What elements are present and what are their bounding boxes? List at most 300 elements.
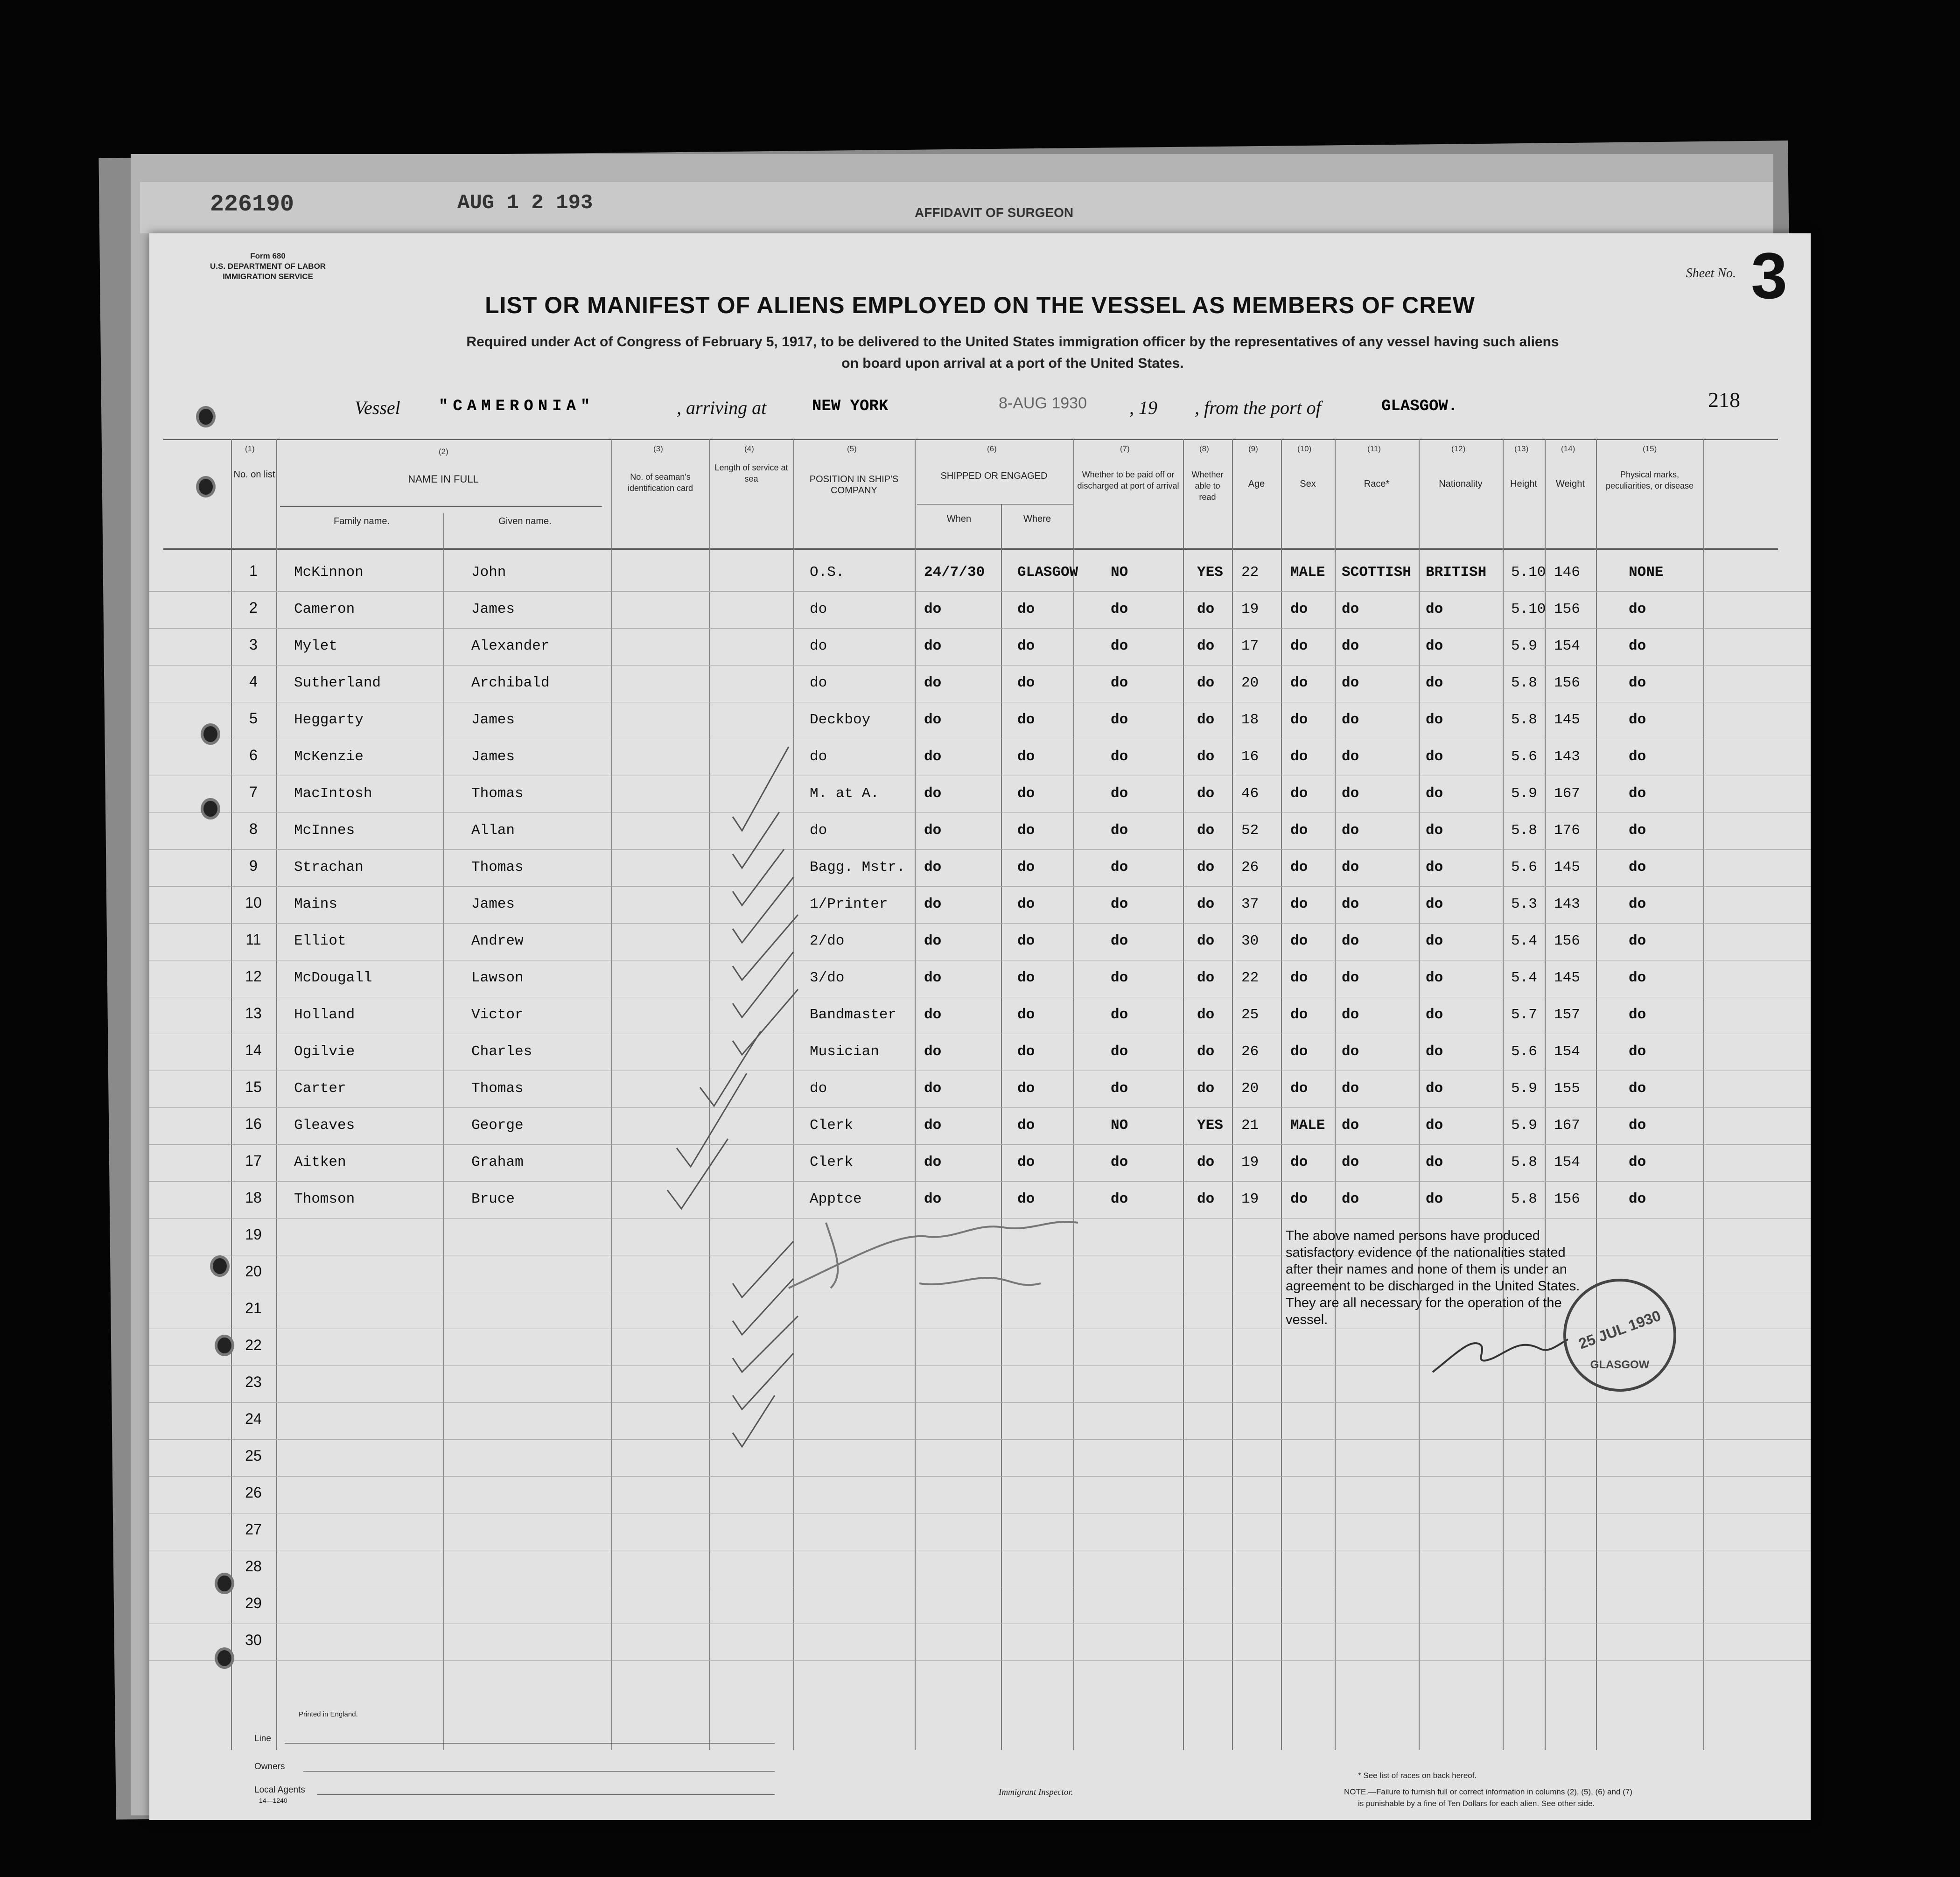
row-number: 28	[245, 1558, 262, 1575]
cell-given: Charles	[471, 1044, 532, 1060]
col-12-number: (12)	[1451, 444, 1466, 453]
glasgow-stamp	[1563, 1279, 1676, 1392]
cell-weight: 167	[1554, 1117, 1580, 1134]
col-header-read: Whether able to read	[1191, 470, 1224, 502]
cell-height: 5.10	[1511, 564, 1546, 581]
binder-hole	[215, 1335, 234, 1356]
cell-height: 5.6	[1511, 859, 1537, 875]
cell-weight: 156	[1554, 601, 1580, 617]
cell-where: do	[1017, 1117, 1035, 1134]
arrival-date-stamp: 8-AUG 1930	[999, 394, 1087, 412]
empty-table-row	[149, 1484, 1811, 1521]
cell-marks: do	[1629, 859, 1646, 875]
row-rule	[149, 886, 1811, 887]
cell-race: do	[1342, 1080, 1359, 1097]
cell-where: do	[1017, 638, 1035, 654]
header-bottom-rule	[163, 548, 1778, 550]
cell-position: 2/do	[810, 933, 845, 949]
cell-when: do	[924, 1117, 942, 1134]
cell-sex: do	[1290, 601, 1308, 617]
cell-when: do	[924, 859, 942, 875]
cell-read: do	[1197, 601, 1215, 617]
races-note: * See list of races on back hereof.	[1358, 1771, 1477, 1780]
cell-age: 18	[1241, 712, 1259, 728]
cell-weight: 176	[1554, 822, 1580, 839]
cell-read: do	[1197, 1191, 1215, 1207]
cell-weight: 143	[1554, 896, 1580, 912]
col-header-length-service: Length of service at sea	[714, 463, 788, 483]
cell-when: do	[924, 785, 942, 802]
cell-nationality: do	[1426, 1191, 1443, 1207]
cell-sex: do	[1290, 1154, 1308, 1170]
cell-position: Musician	[810, 1044, 879, 1060]
binder-hole	[201, 723, 220, 745]
row-number: 30	[245, 1632, 262, 1648]
name-subrule	[280, 506, 602, 507]
col-header-sex: Sex	[1300, 479, 1316, 489]
col-11-number: (11)	[1367, 444, 1381, 453]
cell-race: do	[1342, 1117, 1359, 1134]
row-rule	[149, 1402, 1811, 1403]
cell-height: 5.8	[1511, 822, 1537, 839]
row-rule	[149, 1660, 1811, 1661]
cell-when: do	[924, 822, 942, 839]
cell-marks: do	[1629, 785, 1646, 802]
footer-line-label: Line	[254, 1734, 271, 1744]
cell-given: John	[471, 564, 506, 581]
cell-family: Elliot	[294, 933, 346, 949]
cell-paid: do	[1111, 675, 1128, 691]
col-5-number: (5)	[847, 444, 857, 453]
from-port-label: , from the port of	[1195, 397, 1321, 418]
cell-race: do	[1342, 933, 1359, 949]
cell-height: 5.4	[1511, 970, 1537, 986]
col-header-id-card: No. of seaman's identification card	[627, 472, 693, 493]
cell-weight: 145	[1554, 970, 1580, 986]
cell-age: 46	[1241, 785, 1259, 802]
arriving-port: NEW YORK	[812, 398, 889, 415]
empty-table-row	[149, 1521, 1811, 1558]
cell-sex: do	[1290, 1044, 1308, 1060]
cell-race: do	[1342, 970, 1359, 986]
row-number: 21	[245, 1300, 262, 1317]
cell-height: 5.3	[1511, 896, 1537, 912]
cell-sex: do	[1290, 675, 1308, 691]
row-number: 17	[245, 1152, 262, 1169]
binder-hole	[215, 1573, 234, 1594]
cell-height: 5.9	[1511, 1080, 1537, 1097]
cell-given: Thomas	[471, 785, 524, 802]
cell-position: 3/do	[810, 970, 845, 986]
cell-sex: MALE	[1290, 1117, 1325, 1134]
cell-nationality: do	[1426, 1007, 1443, 1023]
cell-paid: do	[1111, 785, 1128, 802]
cell-read: do	[1197, 785, 1215, 802]
row-number: 23	[245, 1373, 262, 1390]
cell-nationality: do	[1426, 896, 1443, 912]
cell-weight: 157	[1554, 1007, 1580, 1023]
year-label: , 19	[1129, 397, 1157, 418]
cell-nationality: do	[1426, 970, 1443, 986]
cell-age: 19	[1241, 1191, 1259, 1207]
cell-where: do	[1017, 601, 1035, 617]
cell-family: Mylet	[294, 638, 338, 654]
cell-given: Thomas	[471, 1080, 524, 1097]
cell-race: SCOTTISH	[1342, 564, 1411, 581]
cell-age: 30	[1241, 933, 1259, 949]
form-service: IMMIGRATION SERVICE	[223, 272, 314, 281]
cell-where: GLASGOW	[1017, 564, 1078, 581]
page-title: LIST OR MANIFEST OF ALIENS EMPLOYED ON THE VESSEL AS MEMBERS OF CREW	[485, 292, 1475, 318]
cell-nationality: do	[1426, 1117, 1443, 1134]
form-number: Form 680	[250, 252, 286, 260]
received-stamp: AUG 1 2 193	[457, 191, 593, 215]
col-14-number: (14)	[1561, 444, 1575, 453]
cell-read: do	[1197, 749, 1215, 765]
cell-age: 20	[1241, 1080, 1259, 1097]
col-13-number: (13)	[1514, 444, 1529, 453]
table-row	[149, 562, 1811, 599]
cell-family: Holland	[294, 1007, 355, 1023]
cell-nationality: do	[1426, 638, 1443, 654]
printed-note: Printed in England.	[299, 1710, 358, 1718]
cell-position: do	[810, 1080, 827, 1097]
row-number: 20	[245, 1263, 262, 1280]
cell-race: do	[1342, 1007, 1359, 1023]
cell-race: do	[1342, 822, 1359, 839]
cell-height: 5.6	[1511, 749, 1537, 765]
row-number: 16	[245, 1115, 262, 1132]
table-row	[149, 1005, 1811, 1042]
sheet-number: 3	[1751, 239, 1787, 312]
cell-age: 19	[1241, 1154, 1259, 1170]
inspector-label: Immigrant Inspector.	[999, 1787, 1073, 1797]
cell-nationality: do	[1426, 1080, 1443, 1097]
cell-read: do	[1197, 1080, 1215, 1097]
stamp-date: 25 JUL 1930	[1576, 1307, 1663, 1352]
col-header-age: Age	[1248, 479, 1265, 489]
cell-given: Graham	[471, 1154, 524, 1170]
cell-position: do	[810, 675, 827, 691]
cell-given: Allan	[471, 822, 515, 839]
cell-marks: do	[1629, 1117, 1646, 1134]
cell-paid: do	[1111, 970, 1128, 986]
arriving-label: , arriving at	[677, 397, 767, 418]
cell-race: do	[1342, 712, 1359, 728]
cell-weight: 154	[1554, 1044, 1580, 1060]
cell-height: 5.8	[1511, 675, 1537, 691]
cell-family: Thomson	[294, 1191, 355, 1207]
row-number: 25	[245, 1447, 262, 1464]
cell-family: McDougall	[294, 970, 372, 986]
col-header-family-name: Family name.	[333, 516, 390, 526]
row-rule	[149, 923, 1811, 924]
cell-weight: 167	[1554, 785, 1580, 802]
cell-weight: 156	[1554, 675, 1580, 691]
subtitle-line-1: Required under Act of Congress of February 5, 1917, to be delivered to the United States immigration officer by the representatives of any vessel having such aliens	[466, 334, 1559, 350]
row-rule	[149, 1476, 1811, 1477]
cell-position: 1/Printer	[810, 896, 888, 912]
cell-race: do	[1342, 859, 1359, 875]
empty-table-row	[149, 1447, 1811, 1484]
col-header-race: Race*	[1364, 479, 1390, 489]
cell-sex: do	[1290, 785, 1308, 802]
col-1-number: (1)	[245, 444, 255, 453]
cell-given: James	[471, 712, 515, 728]
cell-position: Deckboy	[810, 712, 871, 728]
cell-where: do	[1017, 1080, 1035, 1097]
cell-read: do	[1197, 1154, 1215, 1170]
cell-when: do	[924, 749, 942, 765]
cell-sex: do	[1290, 712, 1308, 728]
cell-race: do	[1342, 1191, 1359, 1207]
cell-paid: do	[1111, 859, 1128, 875]
cell-read: do	[1197, 675, 1215, 691]
col-header-weight: Weight	[1556, 479, 1585, 489]
row-rule	[149, 1439, 1811, 1440]
cell-position: Clerk	[810, 1117, 854, 1134]
row-rule	[149, 1181, 1811, 1182]
stamp-place: GLASGOW	[1590, 1359, 1650, 1371]
col-header-no-on-list: No. on list	[233, 469, 275, 480]
cell-where: do	[1017, 1007, 1035, 1023]
cell-weight: 154	[1554, 638, 1580, 654]
cell-weight: 156	[1554, 933, 1580, 949]
cell-family: Carter	[294, 1080, 346, 1097]
binder-hole	[196, 476, 216, 497]
cell-marks: NONE	[1629, 564, 1664, 581]
cell-paid: do	[1111, 601, 1128, 617]
row-number: 8	[249, 820, 258, 837]
cell-when: do	[924, 933, 942, 949]
sheet-label: Sheet No.	[1686, 266, 1736, 280]
cell-age: 16	[1241, 749, 1259, 765]
footer-owners-rule	[303, 1771, 775, 1772]
cell-height: 5.8	[1511, 1154, 1537, 1170]
cell-age: 25	[1241, 1007, 1259, 1023]
cell-given: George	[471, 1117, 524, 1134]
row-rule	[149, 591, 1811, 592]
cell-marks: do	[1629, 712, 1646, 728]
vessel-label: Vessel	[355, 397, 400, 418]
cell-height: 5.8	[1511, 712, 1537, 728]
cell-race: do	[1342, 675, 1359, 691]
cell-height: 5.8	[1511, 1191, 1537, 1207]
cell-read: do	[1197, 933, 1215, 949]
cell-when: do	[924, 1007, 942, 1023]
cell-when: do	[924, 1154, 942, 1170]
cell-paid: do	[1111, 712, 1128, 728]
cell-given: Alexander	[471, 638, 550, 654]
cell-nationality: do	[1426, 1154, 1443, 1170]
cell-family: Cameron	[294, 601, 355, 617]
cell-race: do	[1342, 785, 1359, 802]
cell-given: James	[471, 896, 515, 912]
cell-read: do	[1197, 712, 1215, 728]
col-header-nationality: Nationality	[1439, 479, 1483, 489]
cell-marks: do	[1629, 933, 1646, 949]
row-rule	[149, 849, 1811, 850]
cell-position: O.S.	[810, 564, 845, 581]
cell-position: Bagg. Mstr.	[810, 859, 905, 875]
table-row	[149, 820, 1811, 857]
top-strip	[140, 182, 1773, 233]
cell-paid: do	[1111, 1044, 1128, 1060]
penalty-note-2: is punishable by a fine of Ten Dollars for each alien. See other side.	[1358, 1799, 1595, 1808]
cell-where: do	[1017, 859, 1035, 875]
cell-sex: do	[1290, 822, 1308, 839]
cell-when: do	[924, 896, 942, 912]
row-number: 13	[245, 1005, 262, 1022]
cell-marks: do	[1629, 1007, 1646, 1023]
table-row	[149, 894, 1811, 931]
cell-race: do	[1342, 638, 1359, 654]
cell-marks: do	[1629, 1191, 1646, 1207]
cell-age: 26	[1241, 859, 1259, 875]
cell-read: do	[1197, 859, 1215, 875]
cell-where: do	[1017, 1044, 1035, 1060]
cell-nationality: do	[1426, 933, 1443, 949]
col-header-when: When	[946, 514, 972, 524]
cell-paid: do	[1111, 822, 1128, 839]
row-number: 19	[245, 1226, 262, 1243]
row-number: 5	[249, 710, 258, 727]
cell-weight: 155	[1554, 1080, 1580, 1097]
footer-owners-label: Owners	[254, 1762, 285, 1772]
row-rule	[149, 1144, 1811, 1145]
cell-sex: do	[1290, 749, 1308, 765]
cell-marks: do	[1629, 749, 1646, 765]
cell-age: 20	[1241, 675, 1259, 691]
cell-position: Clerk	[810, 1154, 854, 1170]
cell-nationality: do	[1426, 785, 1443, 802]
cell-position: do	[810, 822, 827, 839]
col-15-number: (15)	[1643, 444, 1657, 453]
cell-given: Andrew	[471, 933, 524, 949]
col-9-number: (9)	[1248, 444, 1258, 453]
cell-paid: do	[1111, 1191, 1128, 1207]
table-row	[149, 1152, 1811, 1189]
cell-read: YES	[1197, 1117, 1223, 1134]
cell-family: MacIntosh	[294, 785, 372, 802]
cell-position: do	[810, 601, 827, 617]
cell-family: Heggarty	[294, 712, 364, 728]
cell-given: Thomas	[471, 859, 524, 875]
cell-race: do	[1342, 896, 1359, 912]
cell-weight: 145	[1554, 712, 1580, 728]
binder-hole	[201, 798, 220, 819]
cell-paid: do	[1111, 638, 1128, 654]
cell-age: 22	[1241, 564, 1259, 581]
cell-nationality: do	[1426, 822, 1443, 839]
cell-height: 5.6	[1511, 1044, 1537, 1060]
row-rule	[149, 1107, 1811, 1108]
cell-given: James	[471, 749, 515, 765]
cell-position: Apptce	[810, 1191, 862, 1207]
cell-paid: do	[1111, 749, 1128, 765]
table-row	[149, 784, 1811, 820]
cell-nationality: do	[1426, 859, 1443, 875]
cell-where: do	[1017, 1154, 1035, 1170]
col-header-shipped: SHIPPED OR ENGAGED	[940, 471, 1048, 481]
cell-marks: do	[1629, 638, 1646, 654]
cell-height: 5.9	[1511, 1117, 1537, 1134]
cell-family: Mains	[294, 896, 338, 912]
table-row	[149, 1042, 1811, 1079]
cell-when: do	[924, 638, 942, 654]
cell-read: do	[1197, 1007, 1215, 1023]
footer-line-rule	[285, 1743, 775, 1744]
cell-height: 5.4	[1511, 933, 1537, 949]
row-number: 11	[245, 931, 261, 948]
cell-family: Gleaves	[294, 1117, 355, 1134]
cell-given: James	[471, 601, 515, 617]
row-rule	[149, 628, 1811, 629]
footer-agents-label: Local Agents	[254, 1785, 305, 1795]
cell-read: do	[1197, 970, 1215, 986]
cell-weight: 143	[1554, 749, 1580, 765]
manifest-page	[149, 233, 1811, 1820]
cell-read: YES	[1197, 564, 1223, 581]
cell-given: Lawson	[471, 970, 524, 986]
empty-table-row	[149, 1595, 1811, 1632]
cell-where: do	[1017, 1191, 1035, 1207]
cell-position: Bandmaster	[810, 1007, 897, 1023]
row-number: 2	[249, 599, 258, 616]
table-row	[149, 968, 1811, 1005]
cell-family: Sutherland	[294, 675, 381, 691]
cell-marks: do	[1629, 970, 1646, 986]
cell-marks: do	[1629, 1044, 1646, 1060]
row-number: 6	[249, 747, 258, 763]
row-number: 29	[245, 1595, 262, 1611]
empty-table-row	[149, 1558, 1811, 1595]
agent-signature	[1428, 1321, 1577, 1381]
cell-race: do	[1342, 1044, 1359, 1060]
cell-sex: do	[1290, 896, 1308, 912]
cell-given: Bruce	[471, 1191, 515, 1207]
cell-marks: do	[1629, 822, 1646, 839]
col-6-number: (6)	[987, 444, 997, 453]
binder-hole	[210, 1255, 230, 1277]
cell-position: do	[810, 638, 827, 654]
cell-family: Aitken	[294, 1154, 346, 1170]
cell-when: do	[924, 1044, 942, 1060]
row-number: 9	[249, 857, 258, 874]
cell-paid: do	[1111, 1080, 1128, 1097]
col-header-given-name: Given name.	[498, 516, 552, 526]
form-identifier	[210, 251, 326, 282]
table-row	[149, 1079, 1811, 1115]
table-row	[149, 1115, 1811, 1152]
footer-agents-code: 14—1240	[259, 1797, 287, 1804]
cell-nationality: do	[1426, 712, 1443, 728]
cell-age: 26	[1241, 1044, 1259, 1060]
cell-read: do	[1197, 1044, 1215, 1060]
cell-height: 5.9	[1511, 785, 1537, 802]
row-number: 3	[249, 636, 258, 653]
cell-paid: NO	[1111, 1117, 1128, 1134]
cell-nationality: do	[1426, 601, 1443, 617]
cell-family: McKenzie	[294, 749, 364, 765]
cell-sex: do	[1290, 970, 1308, 986]
page-subtitle	[383, 331, 1643, 374]
cell-paid: do	[1111, 933, 1128, 949]
cell-position: M. at A.	[810, 785, 879, 802]
empty-table-row	[149, 1632, 1811, 1668]
cell-marks: do	[1629, 1080, 1646, 1097]
row-number: 24	[245, 1410, 262, 1427]
